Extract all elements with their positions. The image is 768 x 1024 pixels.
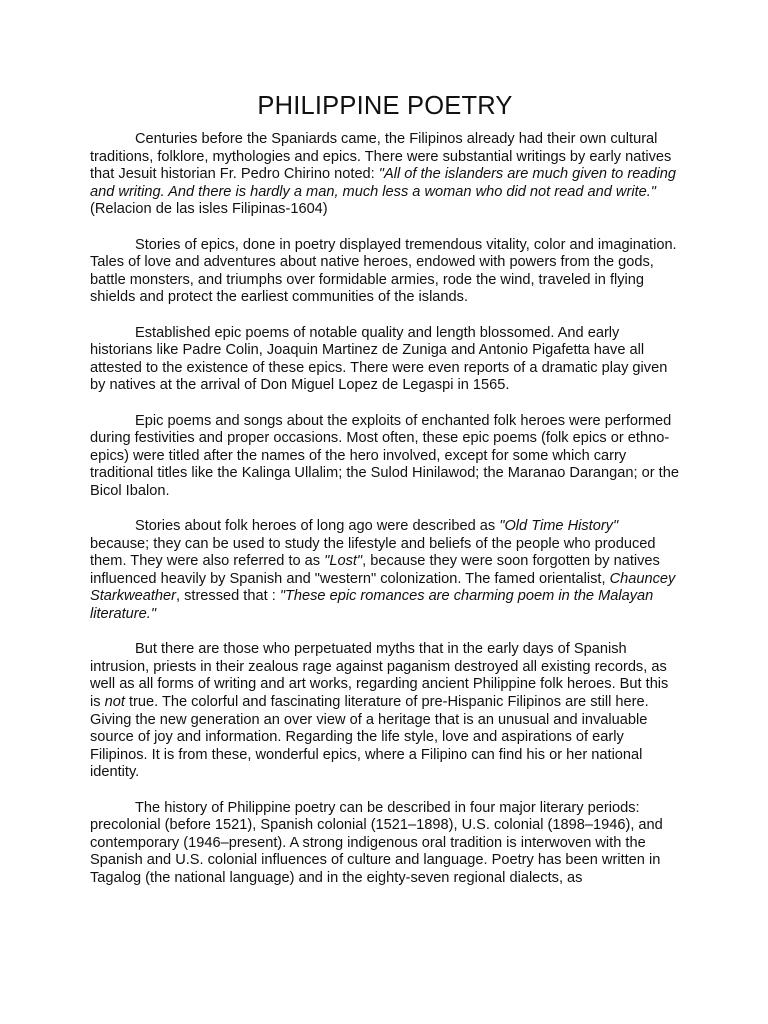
body-text: because; they can be used to study the lifestyle and beliefs of the people who produced them. They were also referred to as bbox=[90, 535, 656, 570]
italic-text: "All of the islanders are much given to reading and writing. And there is hardly a man, much less a woman who did not read and write." bbox=[90, 166, 677, 200]
italic-text: "Lost" bbox=[324, 553, 363, 570]
body-text: , because they were soon forgotten by natives influenced heavily by Spanish and "western" colonization. The famed orientalist, bbox=[90, 553, 660, 587]
body-text: Stories about folk heroes of long ago were described as bbox=[135, 518, 500, 535]
italic-text: not bbox=[104, 694, 125, 710]
document-body bbox=[90, 90, 680, 905]
body-text: (Relacion de las isles Filipinas-1604) bbox=[90, 201, 328, 218]
body-text: Epic poems and songs about the exploits of enchanted folk heroes were performed during festivities and proper occasions. Most often, these epic poems (folk epics or ethno-epics) were titled after the names of the hero involved, except for some which carry traditional titles like the Kalinga Ullalim; the Sulod Hinilawod; the Maranao Darangan; or the Bicol Ibalon. bbox=[90, 412, 679, 499]
paragraph bbox=[90, 325, 680, 395]
document-title: PHILIPPINE POETRY bbox=[257, 92, 513, 120]
body-text: Stories of epics, done in poetry displayed tremendous vitality, color and imagination. Tales of love and adventures about native heroes, endowed with powers from the gods, battle monsters, and triumphs over formidable armies, rode the wind, traveled in flying shields and protect the earliest communities of the islands. bbox=[90, 236, 677, 306]
paragraph bbox=[90, 518, 680, 624]
body-text: The history of Philippine poetry can be described in four major literary periods: precolonial (before 1521), Spanish colonial (1521–1898), U.S. colonial (1898–1946), and contemporary (1946–present). A strong indigenous oral tradition is interwoven with the Spanish and U.S. colonial influences of culture and language. Poetry has been written in Tagalog (the national language) and in the eighty-seven regional dialects, as bbox=[90, 799, 663, 886]
paragraph bbox=[90, 413, 680, 501]
body-text: Centuries before the Spaniards came, the Filipinos already had their own cultural traditions, folklore, mythologies and epics. There were substantial writings by early natives that Jesuit historian Fr. Pedro Chirino noted: bbox=[90, 131, 672, 183]
body-text: , stressed that : bbox=[175, 588, 280, 605]
paragraph bbox=[90, 641, 680, 782]
paragraph bbox=[90, 800, 680, 888]
italic-text: "These epic romances are charming poem in the Malayan literature." bbox=[90, 588, 654, 623]
italic-text: Chauncey Starkweather bbox=[90, 570, 676, 605]
body-text: Established epic poems of notable quality and length blossomed. And early historians like Padre Colin, Joaquin Martinez de Zuniga and Antonio Pigafetta have all attested to the existence of these epics. There were even reports of a dramatic play given by natives at the arrival of Don Miguel Lopez de Legaspi in 1565. bbox=[90, 324, 668, 394]
paragraph bbox=[90, 237, 680, 307]
italic-text: "Old Time History" bbox=[499, 518, 619, 535]
paragraph bbox=[90, 131, 680, 219]
paragraph-list bbox=[90, 131, 680, 888]
body-text: true. The colorful and fascinating literature of pre-Hispanic Filipinos are still here. Giving the new generation an over view of a heritage that is an unusual and invaluable source of joy and information. Regarding the life style, love and aspirations of early Filipinos. It is from these, wonderful epics, where a Filipino can find his or her national identity. bbox=[90, 694, 649, 781]
body-text: But there are those who perpetuated myths that in the early days of Spanish intrusion, priests in their zealous rage against paganism destroyed all existing records, as well as all forms of writing and art works, regarding ancient Philippine folk heroes. But this is bbox=[90, 641, 669, 710]
